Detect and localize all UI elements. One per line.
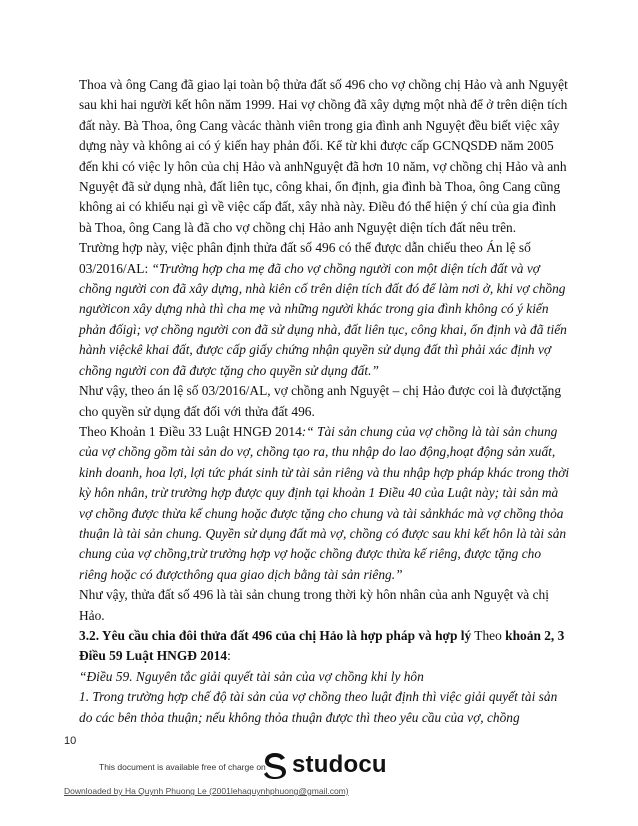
studocu-logo-icon — [262, 751, 288, 779]
paragraph-1: Thoa và ông Cang đã giao lại toàn bộ thửa đất số 496 cho vợ chồng chị Hảo và anh Nguyệt sau khi hai người kết hôn năm 1999. Hai vợ chồng đã xây dựng một nhà để ở trên diện tích đất này. Bà Thoa, ông Cang vàcác thành viên trong gia đình anh Nguyệt đều biết việc xây dựng này và không ai có ý kiến hay phản đối. Kể từ khi được cấp GCNQSDĐ năm 2005 đến khi có việc ly hôn của chị Hảo và anhNguyệt đã hơn 10 năm, vợ chồng chị Hảo và anh Nguyệt đã sử dụng nhà, đất liên tục, công khai, ổn định, gia đình bà Thoa, ông Cang cũng không ai có khiếu nại gì về việc cấp đất, xây nhà này. Điều đó thể hiện ý chí của gia đình bà Thoa, ông Cang là đã cho vợ chồng chị Hảo anh Nguyệt diện tích đất nêu trên. — [79, 77, 568, 235]
section-heading-bold: 3.2. Yêu cầu chia đôi thửa đất 496 của chị Hảo là hợp pháp và hợp lý — [79, 627, 472, 643]
section-heading-colon: : — [227, 648, 231, 664]
paragraph-3: Như vậy, theo án lệ số 03/2016/AL, vợ chồng anh Nguyệt – chị Hảo được coi là đượctặng cho quyền sử dụng đất đối với thửa đất 496. — [79, 383, 562, 419]
article-clause-1: 1. Trong trường hợp chế độ tài sản của vợ chồng theo luật định thì việc giải quyết tài sản do các bên thỏa thuận; nếu không thỏa thuận được thì theo yêu cầu của vợ, chồng — [79, 689, 558, 725]
paragraph-4 — [79, 422, 571, 585]
paragraph-5: Như vậy, thửa đất số 496 là tài sản chung trong thời kỳ hôn nhân của anh Nguyệt và chị Hảo. — [79, 587, 549, 623]
paragraph-4-lead: Theo Khoản 1 Điều 33 Luật HNGĐ 2014 — [79, 423, 302, 439]
section-heading-normal: Theo — [471, 627, 506, 643]
paragraph-2-lead: Trường hợp này, việc phân định thửa đất số 496 có thể được dẫn chiếu theo Án lệ số 03/2016/AL: — [79, 240, 531, 276]
article-title: “Điều 59. Nguyên tắc giải quyết tài sản của vợ chồng khi ly hôn — [79, 668, 424, 684]
download-attribution-text: Downloaded by Ha Quynh Phuong Le (2001lehaquynhphuong@gmail.com) — [64, 786, 349, 796]
brand-name: studocu — [292, 751, 387, 778]
document-body — [79, 75, 571, 728]
paragraph-2 — [79, 238, 571, 381]
studocu-logo[interactable] — [262, 750, 387, 780]
section-heading — [79, 626, 571, 667]
page-number: 10 — [64, 735, 77, 747]
section-heading-reference: khoản 2, 3 Điều 59 Luật HNGĐ 2014 — [79, 627, 565, 664]
law-quote: :“ Tài sản chung của vợ chồng là tài sản chung của vợ chồng gồm tài sản do vợ, chồng tạo ra, thu nhập do lao động,hoạt động sản xuất, kinh doanh, hoa lợi, lợi tức phát sinh từ tài sản riêng và thu nhập hợp pháp khác trong thời kỳ hôn nhân, trừ trường hợp được quy định tại khoản 1 Điều 40 của Luật này; tài sản mà vợ chồng được thừa kế chung hoặc được tặng cho chung và tài sảnkhác mà vợ chồng thỏa thuận là tài sản chung. Quyền sử dụng đất mà vợ, chồng có được sau khi kết hôn là tài sản chung của vợ chồng,trừ trường hợp vợ hoặc chồng được thừa kế riêng, được tặng cho riêng hoặc có đượcthông qua giao dịch bằng tài sản riêng.” — [79, 423, 570, 582]
download-attribution[interactable] — [64, 786, 349, 796]
precedent-quote: “Trường hợp cha mẹ đã cho vợ chồng người con một diện tích đất và vợ chồng người con đã xây dựng, nhà kiên cố trên diện tích đất đó để làm nơi ở, khi vợ chồng ngườicon xây dựng nhà thì cha mẹ và những người khác trong gia đình không có ý kiến phản đốigì; vợ chồng người con đã sử dụng nhà, đất liên tục, công khai, ổn định và đã tiến hành việckê khai đất, được cấp giấy chứng nhận quyền sử dụng đất thì phải xác định vợ chồng người con đã được tặng cho quyền sử dụng đất.” — [79, 260, 567, 378]
footer-free-text: This document is available free of charge on — [99, 762, 266, 772]
